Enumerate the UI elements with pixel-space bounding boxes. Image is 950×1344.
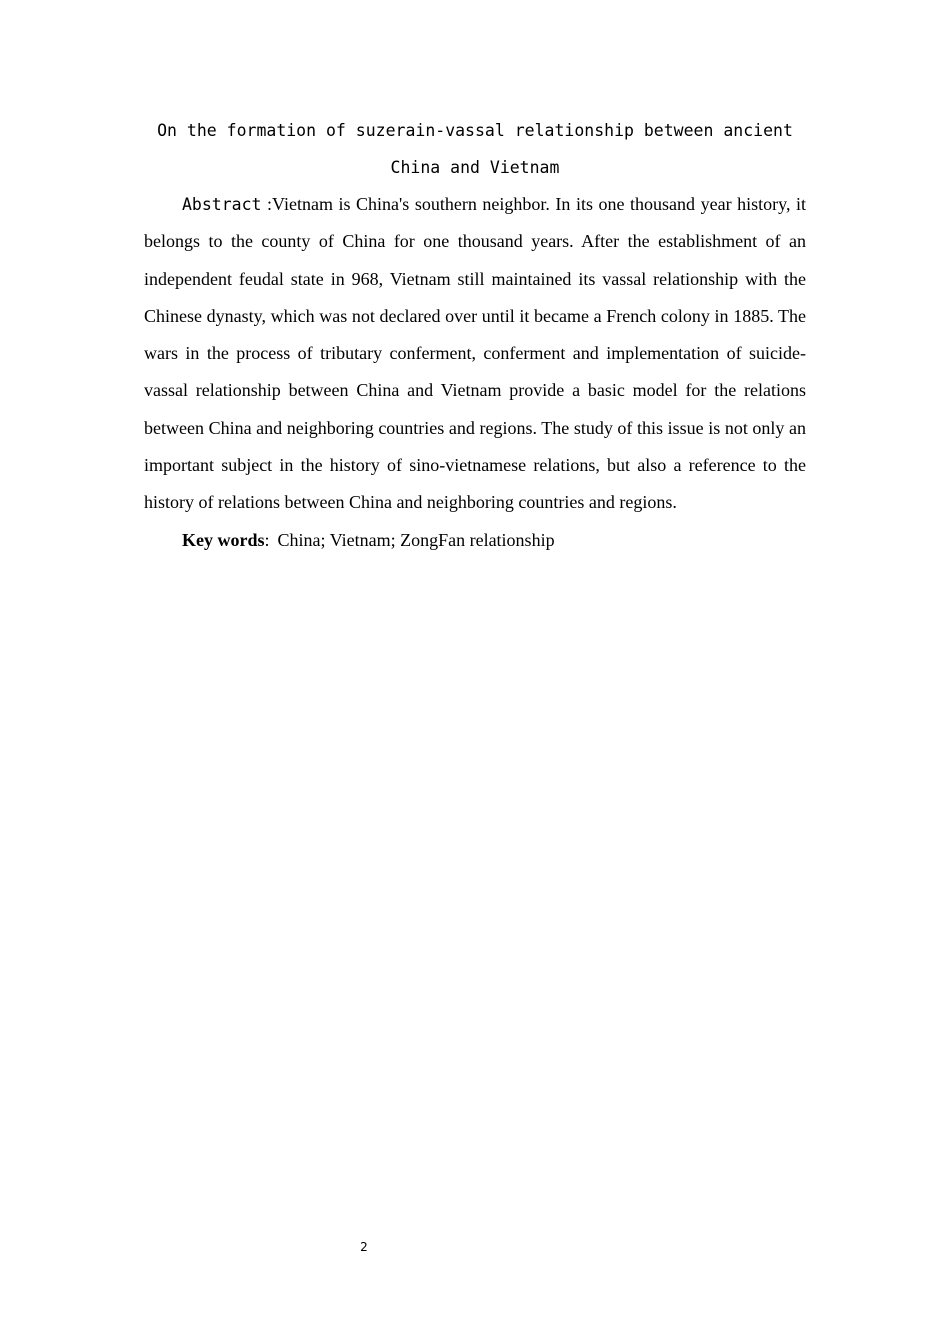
abstract-paragraph <box>144 186 806 522</box>
keywords-paragraph <box>144 522 806 559</box>
document-title <box>144 112 806 186</box>
keywords-label: Key words <box>182 529 265 550</box>
title-line-1: On the formation of suzerain-vassal relationship between ancient <box>157 121 793 140</box>
keywords-text: China; Vietnam; ZongFan relationship <box>277 529 555 550</box>
page-number: 2 <box>360 1240 368 1254</box>
abstract-text: Vietnam is China's southern neighbor. In its one thousand year history, it belongs to the county of China for one thousand years. After the establishment of an independent feudal state in 968, Vietnam still maintained its vassal relationship with the Chinese dynasty, which was not declared over until it became a French colony in 1885. The wars in the process of tributary conferment, conferment and implementation of suicide-vassal relationship between China and Vietnam provide a basic model for the relations between China and neighboring countries and regions. The study of this issue is not only an important subject in the history of sino-vietnamese relations, but also a reference to the history of relations between China and neighboring countries and regions. <box>144 194 806 513</box>
keywords-separator: : <box>264 529 270 550</box>
page-content <box>144 112 806 559</box>
abstract-label: Abstract <box>182 195 262 214</box>
title-line-2: China and Vietnam <box>390 158 560 177</box>
abstract-separator: : <box>261 194 273 214</box>
